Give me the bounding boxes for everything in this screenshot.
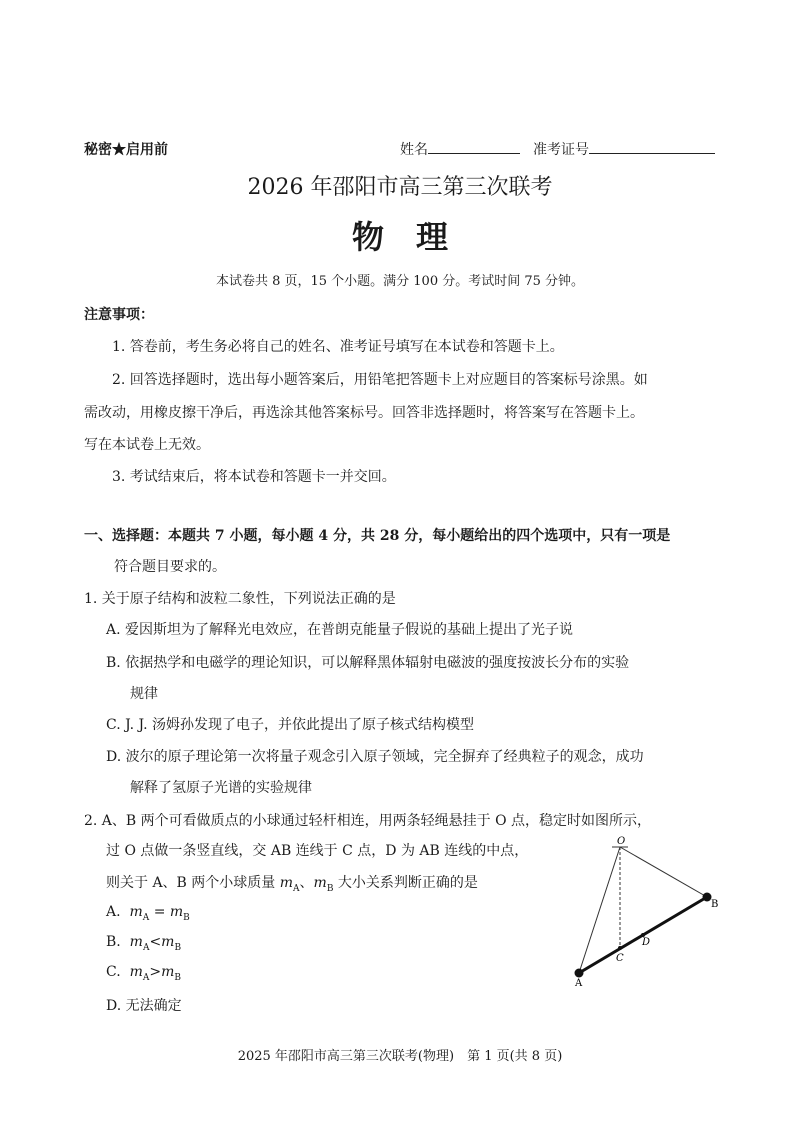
name-label: 姓名	[400, 142, 428, 158]
subscript-a: A	[142, 972, 150, 983]
notice-item-3: 3. 考试结束后，将本试卷和答题卡一并交回。	[112, 469, 396, 485]
rope-ob	[620, 847, 707, 897]
subscript-a: A	[142, 942, 150, 953]
exam-id-field[interactable]	[533, 139, 715, 159]
subscript-a: A	[142, 912, 150, 923]
name-blank[interactable]	[428, 139, 520, 154]
question-1-option-a: A. 爱因斯坦为了解释光电效应，在普朗克能量子假说的基础上提出了光子说	[106, 622, 574, 638]
stem-text: 大小关系判断正确的是	[333, 875, 478, 891]
section-1-heading-cont: 符合题目要求的。	[114, 559, 226, 575]
option-label: B.	[106, 934, 121, 950]
option-label: C.	[106, 964, 121, 980]
subscript-b: B	[326, 883, 334, 894]
ball-a	[575, 969, 584, 978]
subscript-a: A	[293, 883, 300, 894]
exam-id-label: 准考证号	[533, 142, 589, 158]
mass-symbol: m	[313, 875, 327, 891]
subscript-b: B	[174, 972, 181, 983]
label-d: D	[642, 937, 651, 948]
separator: 、	[299, 875, 314, 891]
question-2-option-a	[106, 904, 190, 923]
rope-oa	[579, 847, 620, 973]
question-2-option-d: D. 无法确定	[106, 998, 182, 1014]
option-label: A.	[106, 904, 121, 920]
notice-heading: 注意事项：	[84, 307, 154, 323]
question-2-stem-line-3	[106, 872, 478, 894]
exam-id-blank[interactable]	[589, 139, 715, 154]
candidate-name-field[interactable]	[400, 139, 520, 159]
question-2-diagram	[560, 835, 735, 990]
notice-item-2-line-1: 2. 回答选择题时，选出每小题答案后，用铅笔把答题卡上对应题目的答案标号涂黑。如	[112, 372, 648, 388]
mass-symbol: m	[129, 904, 143, 920]
exam-intro: 本试卷共 8 页，15 个小题。满分 100 分。考试时间 75 分钟。	[215, 274, 585, 289]
question-1-option-b-cont: 规律	[130, 686, 158, 702]
secrecy-label: 秘密★启用前	[84, 142, 168, 158]
mass-symbol: m	[169, 904, 184, 920]
question-1-option-b: B. 依据热学和电磁学的理论知识，可以解释黑体辐射电磁波的强度按波长分布的实验	[106, 655, 630, 671]
question-1-option-d: D. 波尔的原子理论第一次将量子观念引入原子领域，完全摒弃了经典粒子的观念，成功	[106, 749, 644, 765]
question-2-option-c	[106, 964, 181, 983]
notice-item-2-line-2: 需改动，用橡皮擦干净后，再选涂其他答案标号。回答非选择题时，将答案写在答题卡上。	[84, 405, 644, 421]
label-o: O	[617, 836, 626, 847]
relation: >	[149, 964, 162, 980]
mass-symbol: m	[129, 934, 143, 950]
question-1-option-c: C. J. J. 汤姆孙发现了电子，并依此提出了原子核式结构模型	[106, 717, 474, 733]
section-1-heading: 一、选择题：本题共 7 小题，每小题 4 分，共 28 分，每小题给出的四个选项中，只有一项是	[84, 528, 671, 544]
mass-symbol: m	[161, 934, 175, 950]
relation: =	[149, 904, 170, 920]
subject-title: 物 理	[351, 218, 448, 256]
question-1-stem: 1. 关于原子结构和波粒二象性，下列说法正确的是	[84, 591, 396, 607]
point-c	[618, 946, 622, 950]
subscript-b: B	[174, 942, 182, 953]
question-1-option-d-cont: 解释了氢原子光谱的实验规律	[130, 780, 312, 796]
exam-title: 2026 年邵阳市高三第三次联考	[247, 175, 553, 200]
mass-symbol: m	[129, 964, 143, 980]
question-2-stem-line-1: 2. A、B 两个可看做质点的小球通过轻杆相连，用两条轻绳悬挂于 O 点，稳定时如图所示，	[84, 813, 652, 829]
question-2-stem-line-2: 过 O 点做一条竖直线，交 AB 连线于 C 点，D 为 AB 连线的中点，	[106, 843, 529, 859]
page-footer: 2025 年邵阳市高三第三次联考(物理) 第 1 页(共 8 页)	[237, 1049, 563, 1064]
relation: <	[149, 934, 162, 950]
stem-text: 则关于 A、B 两个小球质量	[106, 875, 280, 891]
mass-symbol: m	[161, 964, 175, 980]
notice-item-2-line-3: 写在本试卷上无效。	[84, 437, 210, 453]
label-a: A	[575, 978, 583, 989]
subscript-b: B	[183, 912, 190, 923]
mass-symbol: m	[279, 875, 294, 891]
question-2-option-b	[106, 934, 181, 953]
notice-item-1: 1. 答卷前，考生务必将自己的姓名、准考证号填写在本试卷和答题卡上。	[112, 339, 564, 355]
label-c: C	[616, 953, 624, 964]
label-b: B	[711, 899, 719, 910]
